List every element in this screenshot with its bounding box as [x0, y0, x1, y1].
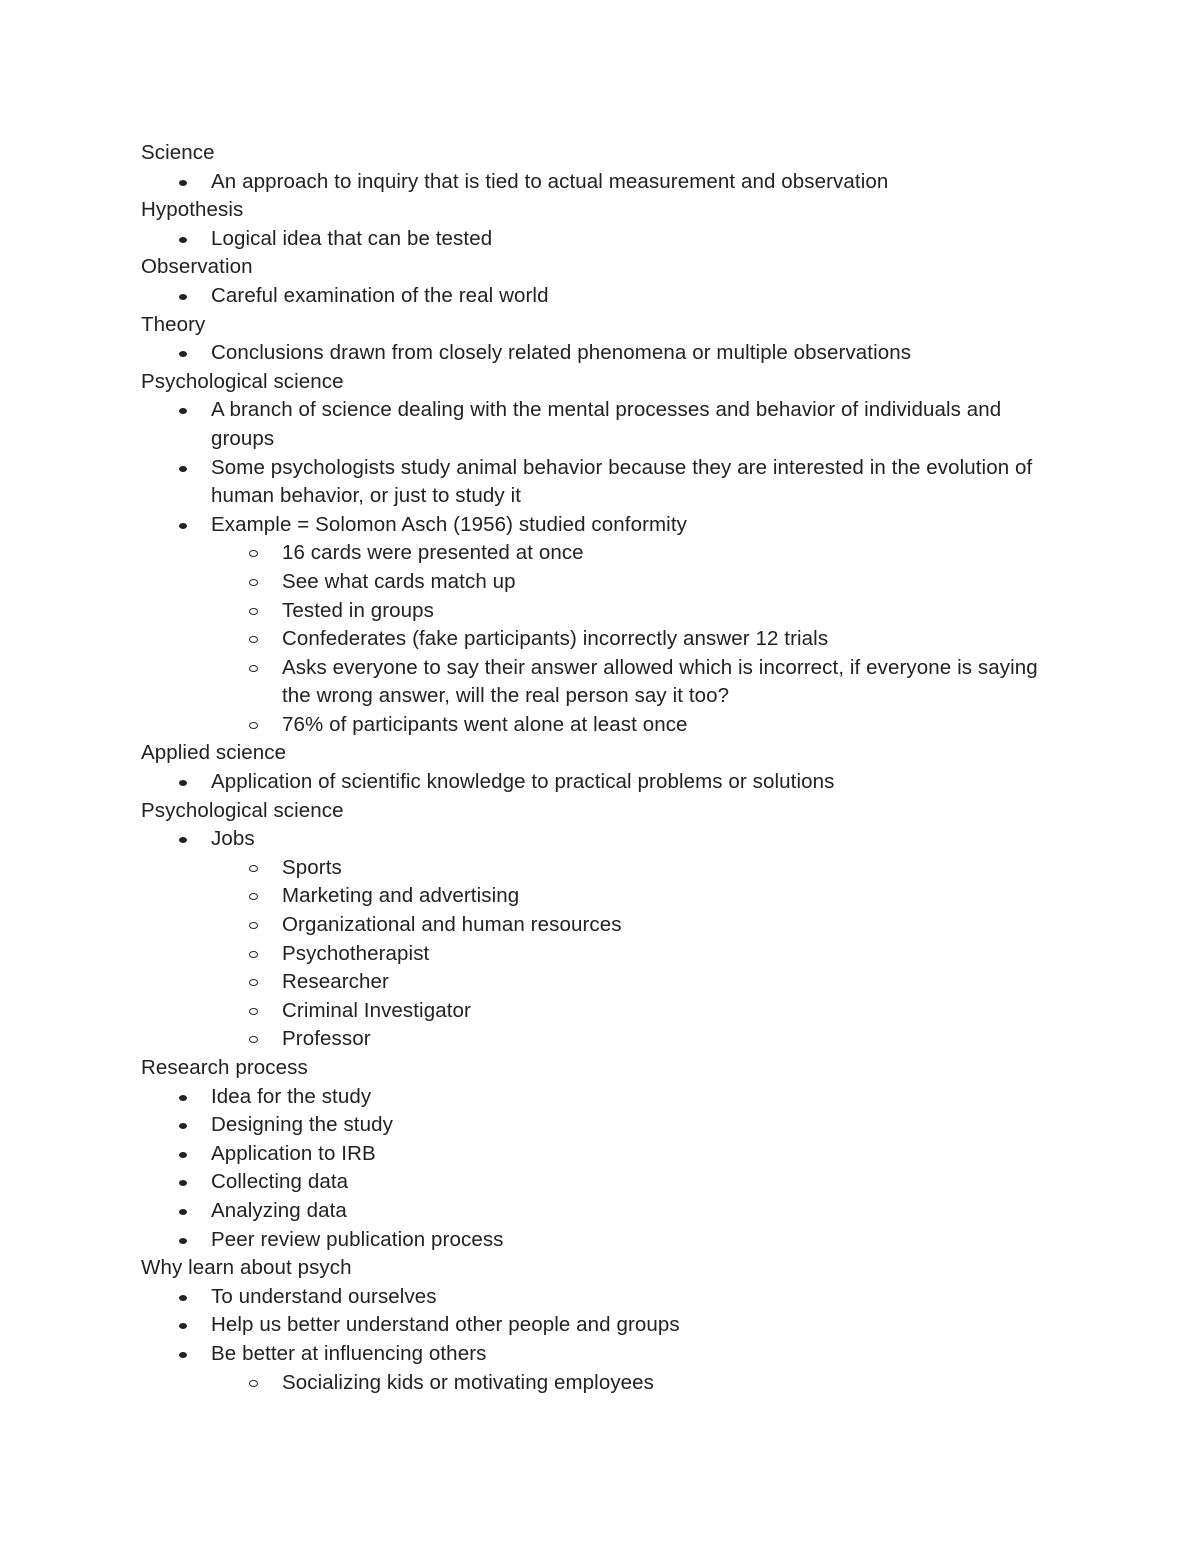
sub-list-item-text: Criminal Investigator [282, 998, 471, 1022]
hollow-bullet-icon [249, 608, 258, 615]
hollow-bullet-icon [249, 922, 258, 929]
list-item [141, 1311, 1061, 1340]
list-item-text: Help us better understand other people and groups [211, 1313, 680, 1337]
list-item [141, 1197, 1061, 1226]
list-item-text: Be better at influencing others [211, 1341, 487, 1365]
list-item [141, 511, 1061, 740]
bullet-list [141, 168, 1061, 197]
hollow-bullet-icon [249, 1008, 258, 1015]
filled-bullet-icon [179, 1152, 187, 1158]
bullet-list [141, 1283, 1061, 1397]
list-item-text: Example = Solomon Asch (1956) studied conformity [211, 512, 687, 536]
list-item-text: Peer review publication process [211, 1227, 504, 1251]
list-item-text: Careful examination of the real world [211, 283, 549, 307]
sub-bullet-list [211, 854, 1061, 1054]
section-heading: Science [141, 141, 215, 164]
sub-bullet-list [211, 1369, 1061, 1398]
filled-bullet-icon [179, 523, 187, 529]
sub-list-item [211, 1369, 1061, 1398]
filled-bullet-icon [179, 466, 187, 472]
sub-list-item [211, 539, 1061, 568]
filled-bullet-icon [179, 1123, 187, 1129]
filled-bullet-icon [179, 294, 187, 300]
bullet-list [141, 339, 1061, 368]
bullet-list [141, 282, 1061, 311]
list-item [141, 339, 1061, 368]
filled-bullet-icon [179, 1238, 187, 1244]
filled-bullet-icon [179, 1295, 187, 1301]
bullet-list [141, 225, 1061, 254]
list-item [141, 168, 1061, 197]
bullet-list [141, 825, 1061, 1054]
sub-list-item-text: Psychotherapist [282, 941, 430, 965]
filled-bullet-icon [179, 1180, 187, 1186]
section-heading: Applied science [141, 741, 287, 765]
sub-list-item-text: Organizational and human resources [282, 913, 622, 937]
list-item-text: To understand ourselves [211, 1284, 437, 1308]
list-item-text: Application of scientific knowledge to practical problems or solutions [211, 770, 835, 794]
filled-bullet-icon [179, 1323, 187, 1329]
sub-list-item [211, 568, 1061, 597]
list-item [141, 1168, 1061, 1197]
sub-list-item [211, 968, 1061, 997]
section-heading: Research process [141, 1056, 308, 1079]
list-item-text: Jobs [211, 827, 255, 851]
sub-bullet-list [211, 539, 1061, 739]
sub-list-item [211, 882, 1061, 911]
filled-bullet-icon [179, 408, 187, 414]
list-item [141, 1283, 1061, 1312]
sub-list-item [211, 854, 1061, 883]
sub-list-item [211, 597, 1061, 626]
sub-list-item-text: Sports [282, 855, 342, 879]
filled-bullet-icon [179, 1095, 187, 1101]
sub-list-item [211, 1025, 1061, 1054]
sub-list-item [211, 625, 1061, 654]
hollow-bullet-icon [249, 1380, 258, 1387]
list-item-text: Logical idea that can be tested [211, 226, 493, 250]
list-item [141, 1140, 1061, 1169]
sub-list-item [211, 940, 1061, 969]
bullet-list [141, 768, 1061, 797]
list-item-text: Idea for the study [211, 1084, 372, 1108]
list-item [141, 1340, 1061, 1397]
hollow-bullet-icon [249, 951, 258, 958]
bullet-list [141, 396, 1061, 739]
sub-list-item-text: Researcher [282, 970, 389, 994]
hollow-bullet-icon [249, 550, 258, 557]
filled-bullet-icon [179, 780, 187, 786]
section-heading: Theory [141, 312, 206, 336]
sub-list-item-text: 76% of participants went alone at least once [282, 712, 688, 736]
hollow-bullet-icon [249, 665, 258, 672]
list-item [141, 1111, 1061, 1140]
section-heading: Hypothesis [141, 198, 244, 222]
section-heading: Why learn about psych [141, 1256, 352, 1280]
list-item-text: Collecting data [211, 1170, 349, 1194]
hollow-bullet-icon [249, 979, 258, 986]
sub-list-item-text: Professor [282, 1027, 371, 1051]
hollow-bullet-icon [249, 636, 258, 643]
sub-list-item-text: 16 cards were presented at once [282, 541, 584, 565]
section-heading: Psychological science [141, 369, 344, 393]
sub-list-item [211, 911, 1061, 940]
filled-bullet-icon [179, 351, 187, 357]
filled-bullet-icon [179, 180, 187, 186]
list-item-text: An approach to inquiry that is tied to actual measurement and observation [211, 169, 889, 193]
filled-bullet-icon [179, 837, 187, 843]
sub-list-item-text: Socializing kids or motivating employees [282, 1370, 655, 1394]
list-item-text: Application to IRB [211, 1141, 376, 1165]
list-item [141, 768, 1061, 797]
hollow-bullet-icon [249, 579, 258, 586]
list-item-text: Some psychologists study animal behavior because they are interested in the evolution of human behavior, or just to study it [211, 455, 1033, 508]
sub-list-item-text: Marketing and advertising [282, 884, 520, 908]
list-item-text: Analyzing data [211, 1198, 347, 1222]
sub-list-item-text: Confederates (fake participants) incorrectly answer 12 trials [282, 627, 829, 651]
section-heading: Observation [141, 255, 253, 279]
list-item [141, 454, 1061, 511]
list-item-text: A branch of science dealing with the mental processes and behavior of individuals and groups [211, 398, 1002, 450]
section-heading: Psychological science [141, 798, 344, 822]
hollow-bullet-icon [249, 1036, 258, 1043]
list-item [141, 825, 1061, 1054]
list-item [141, 1226, 1061, 1255]
sub-list-item-text: See what cards match up [282, 569, 516, 593]
sub-list-item [211, 711, 1061, 740]
sub-list-item [211, 654, 1061, 711]
list-item-text: Conclusions drawn from closely related phenomena or multiple observations [211, 341, 912, 365]
hollow-bullet-icon [249, 865, 258, 872]
sub-list-item-text: Tested in groups [282, 598, 435, 622]
filled-bullet-icon [179, 1352, 187, 1358]
filled-bullet-icon [179, 237, 187, 243]
list-item [141, 282, 1061, 311]
list-item [141, 1083, 1061, 1112]
sub-list-item-text: Asks everyone to say their answer allowed which is incorrect, if everyone is saying the wrong answer, will the real person say it too? [282, 655, 1038, 708]
filled-bullet-icon [179, 1209, 187, 1215]
list-item [141, 396, 1061, 453]
document-body [141, 139, 1061, 1397]
bullet-list [141, 1083, 1061, 1255]
list-item [141, 225, 1061, 254]
hollow-bullet-icon [249, 893, 258, 900]
list-item-text: Designing the study [211, 1113, 393, 1137]
sub-list-item [211, 997, 1061, 1026]
hollow-bullet-icon [249, 722, 258, 729]
